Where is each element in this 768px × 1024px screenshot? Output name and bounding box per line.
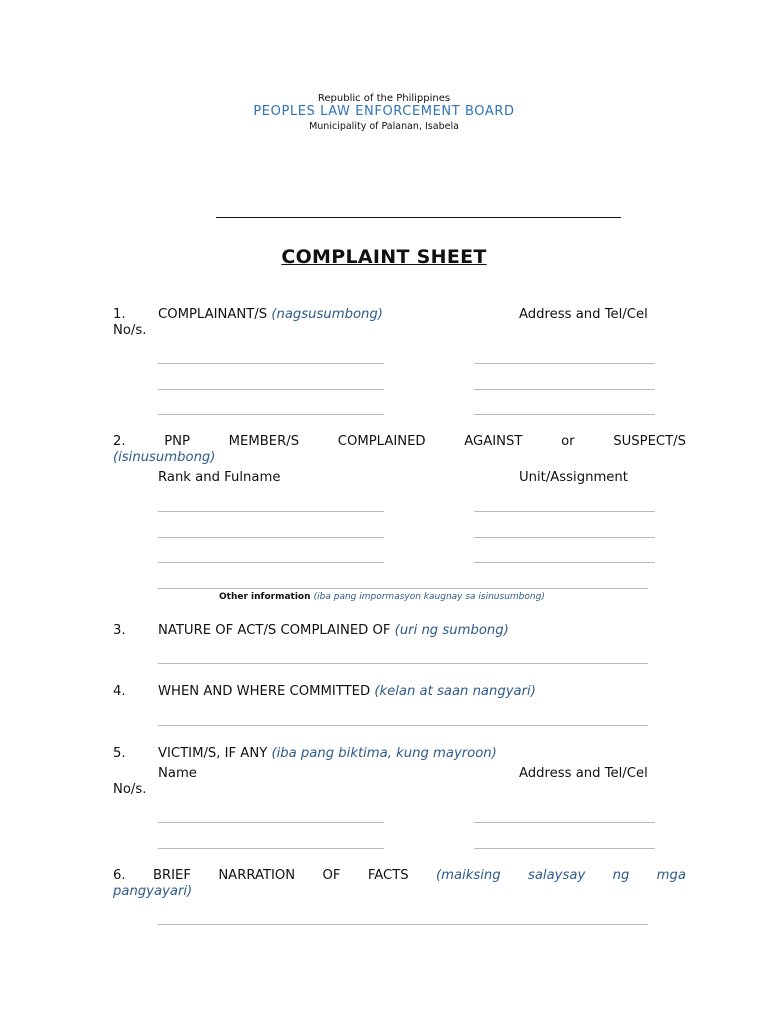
section-3-heading — [158, 623, 509, 638]
section-6-number: 6. — [113, 868, 126, 883]
section-6-word: FACTS — [367, 868, 409, 883]
section-1-right-column-cont: No/s. — [113, 323, 147, 338]
section-5-label: VICTIM/S, IF ANY — [158, 746, 268, 761]
section-6-tagalog-word: salaysay — [527, 868, 586, 883]
section-1-label: COMPLAINANT/S — [158, 307, 268, 322]
section-3-label: NATURE OF ACT/S COMPLAINED OF — [158, 623, 391, 638]
section-2-heading — [113, 434, 686, 449]
section-5-number: 5. — [113, 746, 126, 761]
section-3-label-tagalog: (uri ng sumbong) — [394, 623, 509, 638]
complainant-address-field-2[interactable] — [474, 389, 655, 390]
section-6-word: NARRATION — [218, 868, 296, 883]
header-divider — [216, 217, 621, 218]
board-name: PEOPLES LAW ENFORCEMENT BOARD — [253, 104, 515, 119]
section-2-word: MEMBER/S — [228, 434, 300, 449]
section-2-label-tagalog: (isinusumbong) — [113, 450, 216, 465]
section-2-number: 2. — [113, 434, 126, 449]
section-2-col-right: Unit/Assignment — [519, 470, 628, 485]
section-4-label: WHEN AND WHERE COMMITTED — [158, 684, 371, 699]
section-6-tagalog-word: mga — [656, 868, 686, 883]
other-information-tagalog: (iba pang impormasyon kaugnay sa isinusumbong) — [313, 592, 545, 602]
municipality-text: Municipality of Palanan, Isabela — [309, 121, 459, 132]
section-5-col-right-cont: No/s. — [113, 782, 147, 797]
complainant-address-field-1[interactable] — [474, 363, 655, 364]
section-6-tagalog-cont: pangyayari) — [113, 884, 193, 899]
section-5-col-right: Address and Tel/Cel — [519, 766, 648, 781]
section-2-word: SUSPECT/S — [613, 434, 686, 449]
respondent-unit-field-3[interactable] — [474, 562, 655, 563]
section-6-heading — [113, 868, 686, 883]
section-4-heading — [158, 684, 536, 699]
section-1-label-tagalog: (nagsusumbong) — [271, 307, 383, 322]
section-2-col-left: Rank and Fulname — [158, 470, 281, 485]
section-4-number: 4. — [113, 684, 126, 699]
republic-text: Republic of the Philippines — [317, 93, 451, 104]
other-information-caption — [219, 592, 545, 602]
complainant-name-field-1[interactable] — [158, 363, 384, 364]
victim-address-field-1[interactable] — [474, 822, 655, 823]
complainant-name-field-3[interactable] — [158, 414, 384, 415]
section-2-word: PNP — [164, 434, 191, 449]
section-5-label-tagalog: (iba pang biktima, kung mayroon) — [271, 746, 497, 761]
victim-address-field-2[interactable] — [474, 848, 655, 849]
respondent-name-field-3[interactable] — [158, 562, 384, 563]
section-6-tagalog-word: ng — [612, 868, 630, 883]
section-2-word: or — [561, 434, 575, 449]
section-1-number: 1. — [113, 307, 126, 322]
other-information-field[interactable] — [158, 588, 648, 589]
page-title: COMPLAINT SHEET — [281, 246, 487, 268]
victim-name-field-2[interactable] — [158, 848, 384, 849]
section-5-col-left: Name — [158, 766, 197, 781]
other-information-label: Other information — [219, 592, 311, 602]
respondent-name-field-2[interactable] — [158, 537, 384, 538]
section-6-tagalog-word: (maiksing — [436, 868, 501, 883]
complainant-name-field-2[interactable] — [158, 389, 384, 390]
section-1-right-column: Address and Tel/Cel — [519, 307, 648, 322]
section-6-word: BRIEF — [152, 868, 191, 883]
nature-of-act-field[interactable] — [158, 663, 648, 664]
section-3-number: 3. — [113, 623, 126, 638]
section-2-word: AGAINST — [464, 434, 523, 449]
respondent-unit-field-1[interactable] — [474, 511, 655, 512]
section-2-word: COMPLAINED — [337, 434, 426, 449]
section-5-heading — [158, 746, 497, 761]
section-1-heading — [158, 307, 383, 322]
section-4-label-tagalog: (kelan at saan nangyari) — [374, 684, 536, 699]
respondent-unit-field-2[interactable] — [474, 537, 655, 538]
victim-name-field-1[interactable] — [158, 822, 384, 823]
when-where-field[interactable] — [158, 725, 648, 726]
respondent-name-field-1[interactable] — [158, 511, 384, 512]
narration-field[interactable] — [158, 924, 648, 925]
complainant-address-field-3[interactable] — [474, 414, 655, 415]
section-6-word: OF — [322, 868, 341, 883]
